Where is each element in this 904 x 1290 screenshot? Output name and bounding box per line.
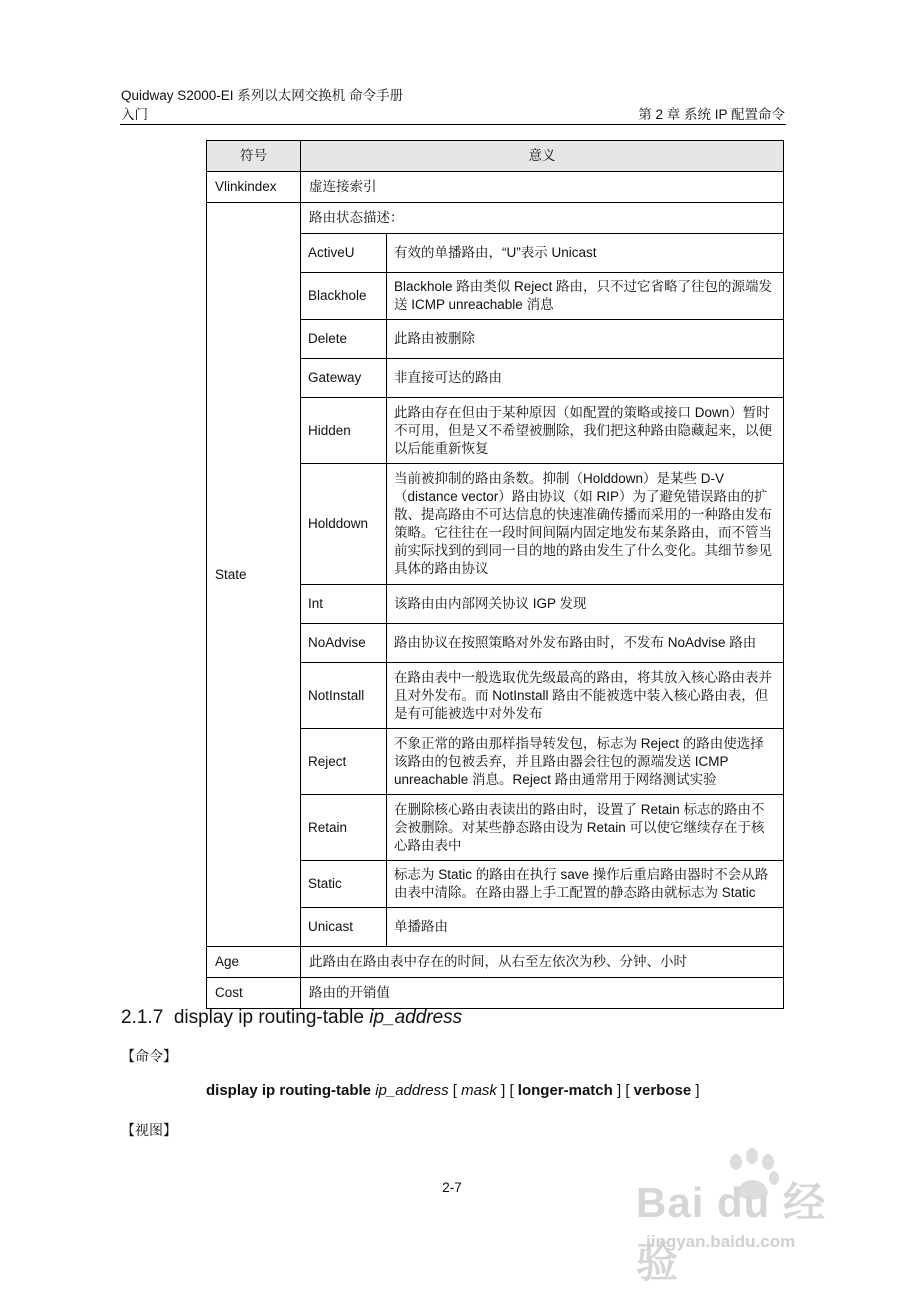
state-name-cell: Delete	[301, 320, 387, 359]
symbol-cell: Cost	[207, 978, 301, 1009]
state-desc-cell: Blackhole 路由类似 Reject 路由，只不过它省略了往包的源端发送 ICMP unreachable 消息	[387, 273, 784, 320]
header-part: 入门	[121, 107, 148, 122]
symbol-cell-state: State	[207, 203, 301, 947]
section-title-argument: ip_address	[369, 1007, 463, 1028]
header-rule	[120, 124, 786, 125]
state-name-cell: Holddown	[301, 464, 387, 585]
state-name-cell: Hidden	[301, 398, 387, 464]
state-desc-cell: 路由协议在按照策略对外发布路由时，不发布 NoAdvise 路由	[387, 624, 784, 663]
meaning-cell: 虚连接索引	[301, 172, 784, 203]
state-name-cell: ActiveU	[301, 234, 387, 273]
bracket: ]	[695, 1082, 700, 1099]
bracket: [	[509, 1082, 514, 1099]
meaning-cell: 路由的开销值	[301, 978, 784, 1009]
section-title: display ip routing-table	[173, 1007, 364, 1028]
command-keyword: verbose	[633, 1082, 692, 1099]
command-argument: ip_address	[375, 1082, 449, 1099]
state-desc-cell: 当前被抑制的路由条数。抑制（Holddown）是某些 D-V（distance vector）路由协议（如 RIP）为了避免错误路由的扩散、提高路由不可达信息的快速准确传播而采用的一种路由发布策略。它往往在一段时间间隔内固定地发布某条路由，而不管当前实际找到的到同一目的地的路由发生了什么变化。其细节参见具体的路由协议	[387, 464, 784, 585]
command-keyword: display ip routing-table	[206, 1082, 372, 1099]
command-argument: mask	[461, 1082, 497, 1099]
state-name-cell: Int	[301, 585, 387, 624]
state-name-cell: Reject	[301, 729, 387, 795]
state-name-cell: Unicast	[301, 908, 387, 947]
bracket: [	[625, 1082, 630, 1099]
state-desc-cell: 有效的单播路由，“U”表示 Unicast	[387, 234, 784, 273]
state-name-cell: Gateway	[301, 359, 387, 398]
state-desc-cell: 单播路由	[387, 908, 784, 947]
state-desc-cell: 标志为 Static 的路由在执行 save 操作后重启路由器时不会从路由表中清除。在路由器上手工配置的静态路由就标志为 Static	[387, 861, 784, 908]
command-label: 【命令】	[121, 1048, 177, 1064]
state-desc-cell: 不象正常的路由那样指导转发包，标志为 Reject 的路由使选择该路由的包被丢弃，并且路由器会往包的源端发送 ICMP unreachable 消息。Reject 路由通常用于网络测试实验	[387, 729, 784, 795]
running-header-left	[121, 86, 403, 124]
bracket: ]	[616, 1082, 622, 1099]
symbol-cell: Age	[207, 947, 301, 978]
bracket: ]	[501, 1082, 506, 1099]
state-name-cell: Static	[301, 861, 387, 908]
view-label: 【视图】	[121, 1122, 177, 1138]
routing-table-fields-table	[206, 140, 784, 1009]
table-header-row	[207, 141, 784, 172]
page-number: 2-7	[442, 1180, 462, 1195]
state-desc-cell: 此路由被删除	[387, 320, 784, 359]
section-heading	[121, 1006, 462, 1030]
state-desc-cell: 此路由存在但由于某种原因（如配置的策略或接口 Down）暂时不可用，但是又不希望被删除，我们把这种路由隐藏起来，以便以后能重新恢复	[387, 398, 784, 464]
state-desc-cell: 该路由由内部网关协议 IGP 发现	[387, 585, 784, 624]
state-desc-cell: 非直接可达的路由	[387, 359, 784, 398]
state-name-cell: Retain	[301, 795, 387, 861]
column-header-meaning: 意义	[301, 141, 784, 172]
table-row	[207, 947, 784, 978]
meaning-cell: 此路由在路由表中存在的时间，从右至左依次为秒、分钟、小时	[301, 947, 784, 978]
state-intro-cell: 路由状态描述：	[301, 203, 784, 234]
state-desc-cell: 在路由表中一般选取优先级最高的路由，将其放入核心路由表并且对外发布。而 NotInstall 路由不能被选中装入核心路由表，但是有可能被选中对外发布	[387, 663, 784, 729]
state-desc-cell: 在删除核心路由表读出的路由时，设置了 Retain 标志的路由不会被删除。对某些静态路由设为 Retain 可以使它继续存在于核心路由表中	[387, 795, 784, 861]
baidu-watermark	[636, 1148, 856, 1286]
column-header-symbol: 符号	[207, 141, 301, 172]
section-number: 2.1.7	[121, 1007, 164, 1028]
header-manual-title: Quidway S2000-EI 系列以太网交换机 命令手册	[121, 88, 404, 103]
state-name-cell: Blackhole	[301, 273, 387, 320]
bracket: [	[452, 1082, 457, 1099]
state-name-cell: NotInstall	[301, 663, 387, 729]
symbol-cell: Vlinkindex	[207, 172, 301, 203]
header-chapter: 第 2 章 系统 IP 配置命令	[638, 107, 785, 122]
table-row	[207, 203, 784, 234]
watermark-logo: Bai du 经验	[636, 1179, 827, 1286]
table-row	[207, 978, 784, 1009]
command-keyword: longer-match	[517, 1082, 613, 1099]
watermark-url: jingyan.baidu.com	[646, 1232, 796, 1251]
table-row	[207, 172, 784, 203]
state-name-cell: NoAdvise	[301, 624, 387, 663]
command-syntax	[206, 1082, 700, 1099]
